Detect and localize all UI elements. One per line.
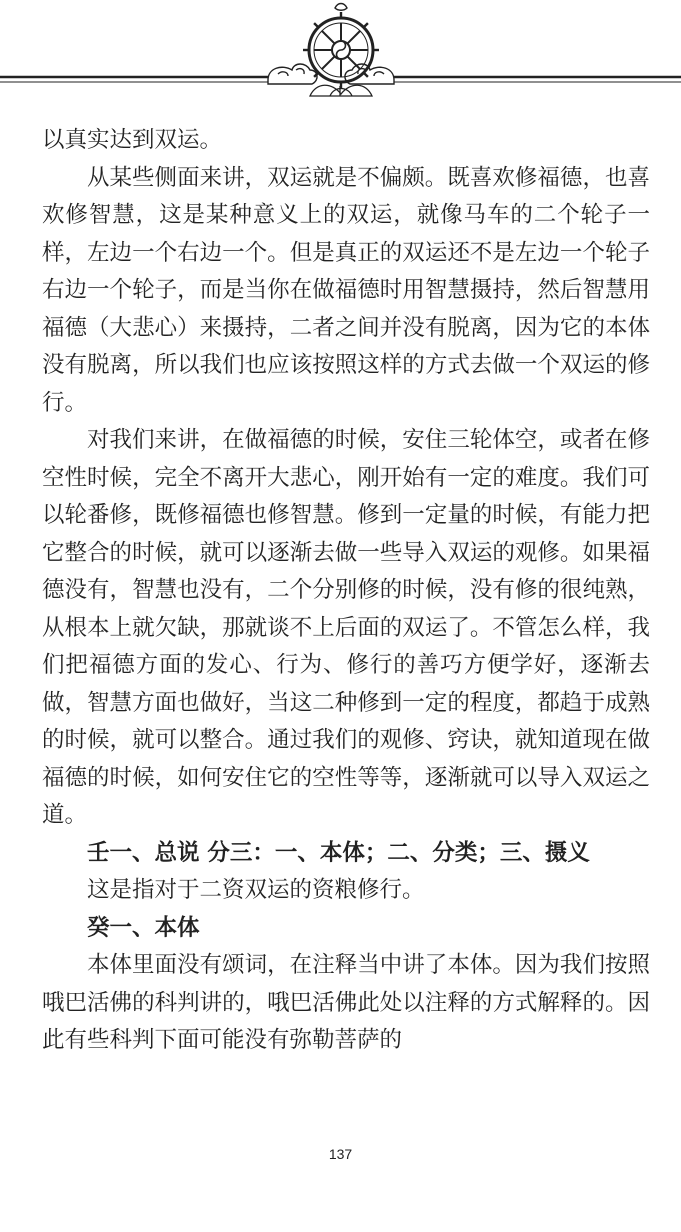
subsection-heading: 癸一、本体	[87, 914, 200, 941]
body-text	[42, 122, 650, 1060]
page-number: 137	[328, 1146, 353, 1162]
dharma-wheel-icon	[303, 4, 379, 89]
paragraph: 这是指对于二资双运的资粮修行。	[87, 877, 425, 903]
header-ornament	[0, 0, 681, 110]
paragraph: 对我们来讲，在做福德的时候，安住三轮体空，或者在修空性时候，完全不离开大悲心，刚开始有一定的难度。我们可以轮番修，既修福德也修智慧。修到一定量的时候，有能力把它整合的时候，就可以逐渐去做一些导入双运的观修。如果福德没有，智慧也没有，二个分别修的时候，没有修的很纯熟，从根本上就欠缺，那就谈不上后面的双运了。不管怎么样，我们把福德方面的发心、行为、修行的善巧方便学好，逐渐去做，智慧方面也做好，当这二种修到一定的程度，都趋于成熟的时候，就可以整合。通过我们的观修、窍诀，就知道现在做福德的时候，如何安住它的空性等等，逐渐就可以导入双运之道。	[42, 427, 650, 828]
section-heading: 壬一、总说 分三：一、本体；二、分类；三、摄义	[87, 839, 590, 866]
paragraph: 本体里面没有颂词，在注释当中讲了本体。因为我们按照哦巴活佛的科判讲的，哦巴活佛此处以注释的方式解释的。因此有些科判下面可能没有弥勒菩萨的	[42, 952, 650, 1053]
paragraph: 从某些侧面来讲，双运就是不偏颇。既喜欢修福德，也喜欢修智慧，这是某种意义上的双运，就像马车的二个轮子一样，左边一个右边一个。但是真正的双运还不是左边一个轮子右边一个轮子，而是当你在做福德时用智慧摄持，然后智慧用福德（大悲心）来摄持，二者之间并没有脱离，因为它的本体没有脱离，所以我们也应该按照这样的方式去做一个双运的修行。	[42, 164, 650, 416]
cloud-ornament-left-icon	[268, 64, 317, 84]
paragraph: 以真实达到双运。	[42, 127, 223, 153]
